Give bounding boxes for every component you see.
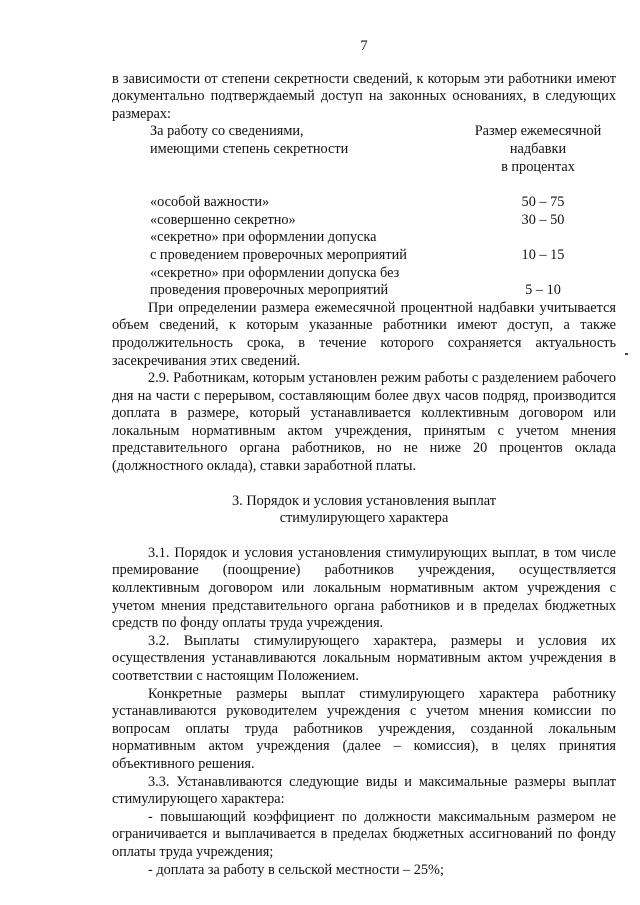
table-row [112, 229, 616, 264]
category-line1: «совершенно секретно» [150, 211, 296, 228]
clause-3-1-paragraph: 3.1. Порядок и условия установления стимулирующих выплат, в том числе премирование (поощрение) работников учреждения, осуществляется коллективным договором или локальным нормативным актом учреждения с учетом мнения представительного органа работников и в пределах бюджетных средств по фонду оплаты труда учреждения. [112, 544, 616, 632]
clause-3-3-paragraph: 3.3. Устанавливаются следующие виды и максимальные размеры выплат стимулирующего характера: [112, 773, 616, 808]
category-line1: «секретно» при оформлении допуска без [150, 264, 400, 281]
rate-table-header [112, 123, 616, 176]
rate-category [112, 265, 450, 300]
secrecy-rate-table [112, 123, 616, 299]
rate-table-header-right [450, 123, 616, 176]
header-left-line2: имеющими степень секретности [150, 140, 349, 157]
header-right-line2: в процентах [501, 158, 575, 175]
category-line2: с проведением проверочных мероприятий [150, 246, 407, 263]
rate-category [112, 194, 450, 212]
section-3-title-line1: 3. Порядок и условия установления выплат [232, 492, 496, 509]
rate-value: 30 – 50 [521, 211, 565, 228]
secrecy-note-paragraph: При определении размера ежемесячной процентной надбавки учитывается объем сведений, к которым указанные работники имеют доступ, а также продолжительность срока, в течение которого сохраняется актуальность засекречивания этих сведений. [112, 299, 616, 369]
header-right-line1: Размер ежемесячной надбавки [474, 123, 602, 157]
clause-2-9-paragraph: 2.9. Работникам, которым установлен режим работы с разделением рабочего дня на части с перерывом, составляющим более двух часов подряд, производится доплата в размере, который устанавливается коллективным договором или локальным нормативным актом учреждения, принятым с учетом мнения представительного органа работников, но не ниже 20 процентов оклада (должностного оклада), ставки заработной платы. [112, 370, 616, 475]
list-item: - повышающий коэффициент по должности максимальным размером не ограничивается и выплачивается в пределах бюджетных ассигнований по фонду оплаты труда учреждения; [112, 808, 616, 860]
table-row [112, 194, 616, 212]
rate-table-spacer [112, 176, 616, 194]
category-line1: «особой важности» [150, 194, 270, 211]
rate-table-header-left [112, 123, 450, 176]
category-line2: проведения проверочных мероприятий [150, 282, 389, 299]
table-row [112, 212, 616, 230]
rate-value: 50 – 75 [521, 194, 565, 211]
rate-category [112, 212, 450, 230]
specific-amounts-paragraph: Конкретные размеры выплат стимулирующего характера работнику устанавливаются руководителем учреждения с учетом мнения комиссии по вопросам оплаты труда работников учреждения, созданной локальным нормативным актом учреждения (далее – комиссия), в целях принятия объективного решения. [112, 685, 616, 772]
document-page [112, 38, 616, 879]
list-item: - доплата за работу в сельской местности – 25%; [148, 861, 444, 878]
rate-value: 5 – 10 [525, 282, 561, 299]
table-row [112, 265, 616, 300]
header-left-line1: За работу со сведениями, [150, 123, 304, 140]
rate-category [112, 229, 450, 264]
scan-mark [625, 353, 628, 355]
intro-paragraph: в зависимости от степени секретности сведений, к которым эти работники имеют документально подтверждаемый доступ на законных основаниях, в следующих размерах: [112, 70, 616, 122]
section-3-title-line2: стимулирующего характера [279, 510, 449, 527]
clause-3-2-paragraph: 3.2. Выплаты стимулирующего характера, размеры и условия их осуществления устанавливаются локальным нормативным актом учреждения в соответствии с настоящим Положением. [112, 632, 616, 684]
page-number: 7 [360, 38, 368, 54]
section-3-title [112, 493, 616, 528]
rate-value: 10 – 15 [521, 246, 565, 263]
category-line1: «секретно» при оформлении допуска [150, 229, 377, 246]
